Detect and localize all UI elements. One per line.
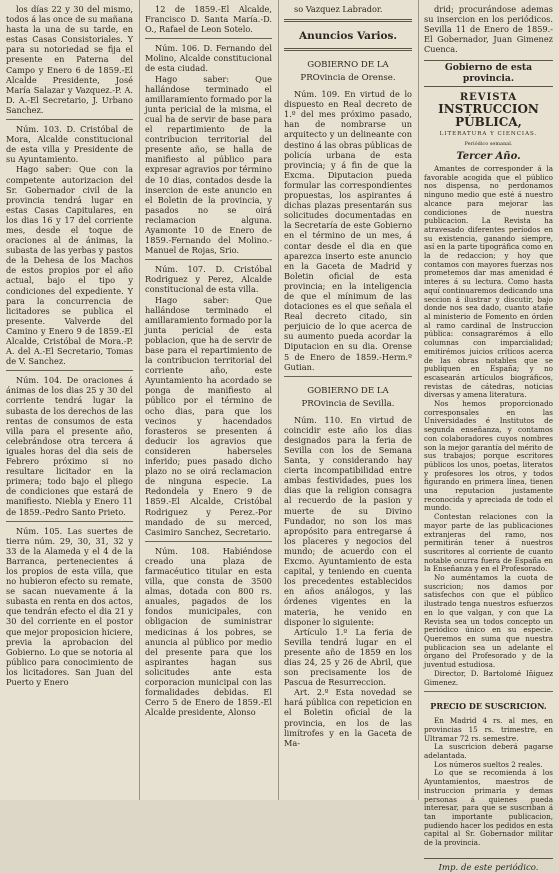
column-4 — [424, 4, 553, 873]
section-heading: PRECIO DE SUSCRICION. — [430, 701, 547, 712]
column-1 — [6, 4, 133, 796]
divider — [6, 119, 133, 120]
paragraph: drid; procurándose ademas su insercion en los periódicos. Sevilla 11 de Enero de 1859.-El Gobernador, Juan Gimenez Cuenca. — [424, 4, 553, 55]
divider — [284, 19, 412, 22]
section-heading: GOBIERNO DE LA PROvincia de Orense. — [300, 60, 396, 84]
paragraph: Núm. 107. D. Cristóbal Rodriguez y Perez, Alcalde constitucional de esta villa. — [145, 264, 272, 295]
paragraph: Núm. 108. Habiéndose creado una plaza de farmacéutico titular en esta villa, que consta de 3500 almas, dotada con 800 rs. anuales, pagados de los fondos municipales, con obligacion de suministrar medicinas á los pobres, se anuncia al público por medio del presente para que los aspirantes hagan sus solicitudes ante esta corporacion municipal con las formalidades debidas. El Cerro 5 de Enero de 1859.-El Alcalde presidente, Alonso — [145, 545, 272, 718]
column-3 — [284, 4, 412, 796]
paragraph: Los números sueltos 2 reales. — [434, 759, 543, 769]
column-rule — [418, 0, 419, 800]
revista-frequency: Periódico semanal. — [464, 140, 513, 147]
price-body — [424, 717, 553, 848]
paragraph: Hago saber: Que con la competente autorizacion del Sr. Gobernador civil de la provincia tendrá lugar en estas Casas Capitulares, en los dias 16 y 17 del corriente mes, desde el toque de oraciones al de ánimas, la subasta de las yerbas y pastos de la Dehesa de los Machos de estos propios por el año actual, bajo el tipo y condiciones del expediente. Y para la concurrencia de licitadores se publica el presente. Valverde del Camino y Enero 9 de 1859.-El Alcalde, Cristóbal de Mora.-P. A. del A.-El Secretario, Tomas de V. Sanchez. — [6, 164, 133, 367]
revista-title: REVISTA — [459, 91, 518, 103]
revista-subtitle: INSTRUCCION PÚBLICA, — [438, 101, 539, 129]
section-heading: GOBIERNO DE LA PROvincia de Sevilla. — [301, 385, 395, 409]
divider — [284, 48, 412, 51]
divider — [6, 521, 133, 522]
paragraph: Núm. 105. Las suertes de tierra núm. 29, 30, 31, 32 y 33 de la Alameda y el 4 de la Barranca, pertenecientes á los propios de esta villa, que no hubieron efecto su remate, se sacan nuevamente á la subasta en renta en dos actos, que tendrán efecto el dia 21 y 30 del corriente en el postor que mejor proposicion hiciere, previa la aprobacion del Gobierno. Lo que se notoria al público para conocimiento de los licitadores. San Juan del Puerto y Enero — [6, 525, 133, 687]
paragraph: Amantes de corresponder á la favorable acogida que el público nos dispensa, no perdonamos ninguno medio que esté á nuestro alcance para mejorar las condiciones de nuestra publicacion. La Revista ha atravesado diferentes períodos en su existencia, ganando siempre, así en la parte tipográfica como en la de redaccion; y hoy que contamos con mayores fuerzas nos prometemos dar mas amenidad é interes á su lectura. Como hasta aquí continuaremos dedicando una seccion á ilustrar y discutir, bajo donde nos sea dado, cuanto atañe al ministerio de Fomento en órden al ramo cardinal de Instruccion pública: consagrarémos á ello columnas con imparcialidad; emitirémos juicios críticos acerca de las obras notables que se publiquen en España; y no escasearán artículos biográficos, revistas de cátedras, noticias diversas y amena literatura. — [424, 164, 553, 400]
divider — [145, 38, 272, 39]
divider — [145, 541, 272, 542]
paragraph: En Madrid 4 rs. al mes, en provincias 15 rs. trimestre, en Ultramar 72 rs. semestre. — [424, 716, 553, 743]
paragraph: Núm. 103. D. Cristóbal de Mora, Alcalde constitucional de esta villa y Presidente de su Ayuntamiento. — [6, 124, 133, 165]
paragraph: No auméntamos la cuota de suscricion; nos damos por satisfechos con que el público ilustrado tenga nuestros esfuerzos en lo que valgan, y con que La Revista sea un todos concepto un periódico único en su especie. Queremos en suma que nuestra publicacion sea un adelante el órgano del Profesorado y de la juventud estudiosa. — [424, 573, 553, 670]
paragraph: La suscricion deberá pagarse adelantada. — [424, 742, 553, 761]
paragraph: Contestan relaciones con la mayor parte de las publicaciones extranjeras del ramo, nos permitirán tener á nuestros suscritores al corriente de cuanto notable ocurra fuera de España en la Enseñanza y en el Profesorado. — [424, 512, 553, 574]
divider — [6, 370, 133, 371]
paragraph: 12 de 1859.-El Alcalde, Francisco D. Santa María.-D. O., Rafael de Leon Sotelo. — [145, 4, 272, 35]
divider — [424, 691, 553, 692]
paragraph: Nos hemos proporcionado corresponsales en las Universidades é Institutos de segunda enseñanza, y contamos con colaboradores cuyos nombres son la mejor garantía del mérito de sus trabajos; porque escritores públicos los unos, poetas, literatos y profesores los otros, y todos figurando en primera línea, tienen una reputacion justamente reconocida y apreciada de todo el mundo. — [424, 399, 553, 513]
paragraph: los días 22 y 30 del mismo, todos á las once de su mañana hasta la una de su tarde, en estas Casas Consistoriales. Y para su notoriedad se fija el presente en Paterna del Campo y Enero 6 de 1859.-El Alcalde Presidente, José María Salazar y Vazquez.-P. A. D. A.-El Secretario, J. Urbano Sanchez. — [6, 4, 133, 115]
column-2 — [145, 4, 272, 796]
paragraph: Hago saber: Que hallándose terminado el amillaramiento formado por la junta pericial de la misma, el cual ha de servir de base para el repartimiento de la contribucion territorial del presente año, se halla de manifiesto al público para expresar agravios por término de 10 dias, contados desde la insercion de este anuncio en el Boletin de la provincia, y pasados no se oirá reclamacion alguna. Ayamonte 10 de Enero de 1859.-Fernando del Molino.-Manuel de Rojas, Srio. — [145, 73, 272, 256]
paragraph: Art. 2.º Esta novedad se hará pública con repeticion en el Boletin oficial de la provincia, en los de las limítrofes y en la Gaceta de Ma- — [284, 687, 412, 748]
paragraph: Artículo 1.º La feria de Sevilla tendrá lugar en el presente año de 1859 en los dias 24, 25 y 26 de Abril, que son precisamente los de Pascua de Resurreccion. — [284, 626, 412, 688]
paragraph: so Vazquez Labrador. — [294, 4, 383, 14]
section-heading: Anuncios Varios. — [298, 30, 398, 43]
divider — [145, 259, 272, 260]
paragraph: Núm. 109. En virtud de lo dispuesto en Real decreto de 1.º del mes próximo pasado, han de nombrarse un arquitecto y un delineante con destino á las obras públicas de policía urbana de esta provincia; y á fin de que la Excma. Diputacion pueda formular las correspondientes propuestas, los aspirantes á dichas plazas presentarán sus solicitudes documentadas en la Secretaría de este Gobierno en el término de un mes, á contar desde el dia en que aparezca inserto este anuncio en la Gaceta de Madrid y Boletin oficial de esta provincia; en la inteligencia de que el mínimum de las dotaciones es el que señala el Real decreto citado, sin perjuicio de lo que acerca de su aumento pueda acordar la Diputacion en su dia. Orense 5 de Enero de 1859.-Herm.º Gutian. — [284, 89, 412, 372]
paragraph: Lo que se recomienda á los Ayuntamientos, maestros de instruccion primaria y demas personas á quienes pueda interesar, para que se suscriban á tan importante publicacion, pudiendo hacer los pedidos en esta capital al Sr. Gobernador militar de la provincia. — [424, 768, 553, 848]
revista-tagline: LITERATURA Y CIENCIAS. — [439, 130, 538, 137]
paragraph: Hago saber: Que hallándose terminado el amillaramiento formado por la junta pericial de esta poblacion, que ha de servir de base para el repartimiento de la contribucion territorial del corriente año, este Ayuntamiento ha acordado se ponga de manifiesto al público por el término de ocho dias, para que los vecinos y hacendados forasteros se presenten á deducir los agravios que consideren haberseles inferido; pues pasado dicho plazo no se oirá reclamacion de ninguna especie. La Redondela y Enero 9 de 1859.-El Alcalde, Cristóbal Rodriguez y Perez.-Por mandado de su merced, Casimiro Sanchez, Secretario. — [145, 294, 272, 537]
section-heading: Gobierno de esta provincia. — [424, 60, 553, 86]
paragraph: Núm. 104. De oraciones á ánimas de los dias 25 y 30 del corriente tendrá lugar la subasta de los derechos de las rentas de consumos de esta villa para el presente año, celebrándose otra tercera á iguales horas del dia seis de Febrero próximo si no resultare licitador en la primera; todo bajo el pliego de condiciones que estará de manifiesto. Niebla y Enero 11 de 1859.-Pedro Santo Prieto. — [6, 375, 133, 517]
paragraph: Núm. 106. D. Fernando del Molino, Alcalde constitucional de esta ciudad. — [145, 43, 272, 74]
paragraph: Director, D. Bartolomé Iñiguez Gimenez. — [424, 668, 553, 687]
revista-body — [424, 165, 553, 687]
divider — [284, 376, 412, 377]
column-rule — [278, 0, 279, 800]
column-rule — [139, 0, 140, 800]
imprint: Imp. de este periódico. — [424, 858, 553, 873]
paragraph: Núm. 110. En virtud de coincidir este año los dias designados para la feria de Sevilla con los de Semana Santa, y considerando hay cierta incompatibilidad entre ambas festividades, pues los dias que la religion consagra al recuerdo de la pasion y muerte de su Divino Fundador, no son los mas apropósito para entregarse á los placeres y negocios del mundo; de acuerdo con el Excmo. Ayuntamiento de esta capital, y teniendo en cuenta los precedentes establecidos en años análogos, y las órdenes vigentes en la materia, he venido en disponer lo siguiente: — [284, 414, 412, 627]
revista-year: Tercer Año. — [456, 150, 521, 162]
